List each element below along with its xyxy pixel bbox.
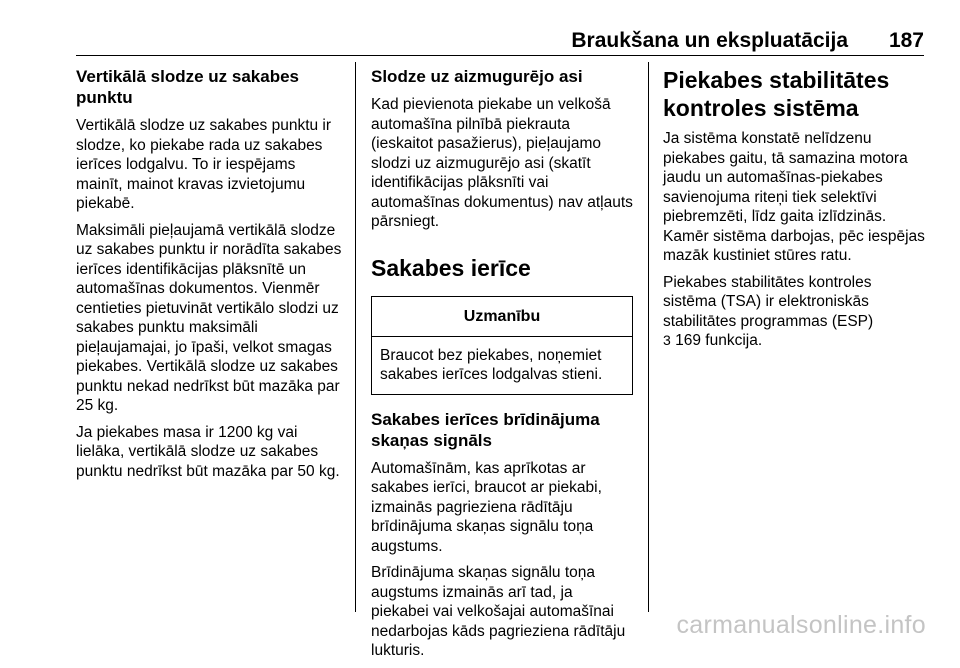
caution-notice-title: Uzmanību <box>372 297 632 337</box>
column-middle <box>371 66 633 668</box>
section-heading-warning-signal: Sakabes ierīces brīdinājuma skaņas signāls <box>371 409 600 450</box>
caution-notice-body: Braucot bez piekabes, noņemiet sakabes ierīces lodgalvas stieni. <box>380 346 603 383</box>
paragraph: Vertikālā slodze uz sakabes punktu ir slodze, ko piekabe rada uz sakabes ierīces lodgalvu. To ir iespējams mainīt, mainot kravas izvietojumu piekabē. <box>76 117 332 212</box>
paragraph: Brīdinājuma skaņas signālu toņa augstums izmainās arī tad, ja piekabei vai velkošajai automašīnai nedarbojas kāds pagrieziena rādītāju lukturis. <box>371 564 626 659</box>
paragraph: Kad pievienota piekabe un velkošā automašīna pilnībā piekrauta (ieskaitot pasažierus), pieļaujamo slodzi uz aizmugurējo asi (skatīt identifikācijas plāksnīti vai automašīnas dokumentus) nav atļauts pārsniegt. <box>371 96 633 230</box>
paragraph <box>663 273 925 351</box>
section-title-trailer-stability: Piekabes stabilitātes kontroles sistēma <box>663 67 890 121</box>
watermark: carmanualsonline.info <box>676 611 926 639</box>
column-divider-right <box>648 62 649 612</box>
header-rule <box>76 55 924 56</box>
page-reference-link[interactable]: 169 funkcija. <box>675 332 763 349</box>
page-number: 187 <box>888 29 924 52</box>
paragraph-text: Piekabes stabilitātes kontroles sistēma (TSA) ir elektroniskās stabilitātes programmas (ESP) <box>663 273 874 330</box>
column-right <box>663 66 925 358</box>
page-reference-arrow-icon: 3 <box>663 332 671 348</box>
column-left <box>76 66 346 488</box>
paragraph: Maksimāli pieļaujamā vertikālā slodze uz sakabes punktu ir norādīta sakabes ierīces identifikācijas plāksnītē un automašīnas dokumentos. Vienmēr centieties pietuvināt vertikālo slodzi uz sakabes punktu maksimāli pieļaujamajai, jo īpaši, velkot smagas piekabes. Vertikālā slodze uz sakabes punktu nekad nedrīkst būt mazāka par 25 kg. <box>76 221 342 414</box>
paragraph: Automašīnām, kas aprīkotas ar sakabes ierīci, braucot ar piekabi, izmainās pagrieziena rādītāju brīdinājuma skaņas signālu toņa augstums. <box>371 459 602 555</box>
paragraph: Ja sistēma konstatē nelīdzenu piekabes gaitu, tā samazina motora jaudu un automašīnas-piekabes savienojuma riteņi tiek selektīvi piebremzēti, līdz gaita izlīdzinās. Kamēr sistēma darbojas, pēc iespējas mazāk kustiniet stūres ratu. <box>663 130 925 264</box>
section-title-towing-hitch: Sakabes ierīce <box>371 254 531 281</box>
caution-notice <box>371 296 633 395</box>
section-heading-rear-axle-load: Slodze uz aizmugurējo asi <box>371 67 583 86</box>
column-divider-left <box>355 62 356 612</box>
section-heading-vertical-load: Vertikālā slodze uz sakabes punktu <box>76 67 300 107</box>
page-header <box>0 28 960 58</box>
chapter-title: Braukšana un ekspluatācija <box>571 29 848 52</box>
paragraph: Ja piekabes masa ir 1200 kg vai lielāka, vertikālā slodze uz sakabes punktu nedrīkst būt mazāka par 50 kg. <box>76 423 340 480</box>
